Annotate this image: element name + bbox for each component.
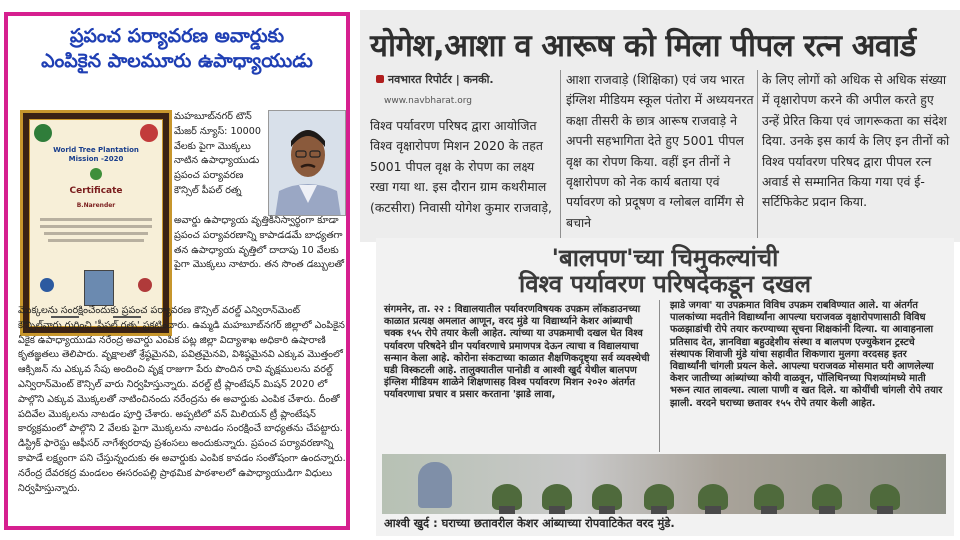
hindi-byline	[376, 72, 494, 87]
pot-icon	[499, 506, 515, 514]
certificate-image	[20, 110, 172, 336]
hindi-column-1: विश्व पर्यावरण परिषद द्वारा आयोजित विश्व वृक्षारोपण मिशन 2020 के तहत 5001 पीपल वृक्ष के रोपण का लक्ष्य रखा गया था. इस दौरान ग्राम कथरीमाल (कटसीरा) निवासी योगेश कुमार राजवाड़े,	[370, 118, 552, 215]
column-divider	[757, 70, 758, 242]
council-emblem-icon	[140, 124, 158, 142]
marathi-news-clipping	[376, 238, 954, 536]
telugu-headline-line1: ప్రపంచ పర్యావరణ అవార్డుకు	[69, 25, 285, 47]
pot-icon	[819, 506, 835, 514]
certificate-recipient: B.Narender	[76, 202, 116, 209]
telugu-body-text: మొక్కలను సంరక్షించేందుకు ప్రపంచ పర్యావరణ కౌన్సిల్ వరల్డ్ ఎన్విరాన్‌మెంట్ కౌన్సిల్‌వారు గుర్తించి 'పీపల్ రత్న' ప్రకటించారు. ఉమ్మడి మహబూబ్‌నగర్ జిల్లాలో ఎంపికైన ఏకైక ఉపాధ్యాయుడు నరేంద్ర అవార్డు ఎంపిక పట్ల జిల్లా విద్యాశాఖ అధికారి ఉషారాణి కృతజ్ఞతలు తెలిపారు. వృక్షాలతో శ్రేష్ఠమైనవి, పవిత్రమైనవి, విశిష్ఠమైనవి ఎక్కువ మొత్తంలో ఆక్సిజన్ ను ఎక్కువ సేపు అందించి వృక్ష రాజుగా పేరు పొందిన రావి వృక్షములను వరల్డ్ ఎన్విరాన్‌మెంట్ కౌన్సిల్ వారు నిర్వహిస్తున్నారు. వరల్డ్ ట్రీ ప్లాంటేషన్ మిషన్ 2020 లో పాల్గొని ఎక్కువ మొక్కలతో నాటించినందు నరేంద్రను ఈ అవార్డుకు ఎంపిక చేశారు. దీంతో పదివేల మొక్కలను నాటడం పూర్తి చేశారు. అప్పటిలో వన్ మిలియన్ ట్రీ ప్లాంటేషన్ కార్యక్రమంలో పాల్గొని 2 వేలకు పైగా మొక్కలను నాటడం సంరక్షించే బాధ్యతను చేపట్టారు. డిస్ట్రిక్ ఫారెస్టు ఆఫీసర్ నాగేశ్వరరావు ప్రశంసలు అందుకున్నారు. ప్రపంచ పర్యావరణాన్ని కాపాడే లక్ష్యంగా పని చేస్తున్నందుకు ఈ అవార్డుకు ఎంపిక కావడం సంతోషంగా ఉందన్నారు. నరేంద్ర దేవరకద్ర మండలం ఈసరంపల్లి ప్రాథమిక పాఠశాలలో ఉపాధ్యాయుడిగా విధులు నిర్వహిస్తున్నారు.	[18, 305, 346, 494]
pot-icon	[549, 506, 565, 514]
marathi-headline-line1: 'बालपण'च्या चिमुकल्यांची	[551, 244, 779, 272]
telugu-headline-line2: ఎంపికైన పాలమూరు ఉపాధ్యాయుడు	[41, 50, 313, 72]
column-divider	[659, 300, 660, 452]
hindi-column-2: आशा राजवाड़े (शिक्षिका) एवं जय भारत इंग्लिश मीडियम स्कूल पंतोरा में अध्ययनरत कक्षा तीसरी के छात्र आरूष राजवाड़े ने अपनी सहभागिता देते हुए 5001 पीपल वृक्ष का रोपण किया. वहीं इन तीनों ने वृक्षारोपण को नेक कार्य बताया एवं पर्यावरण को प्रदूषण व ग्लोबल वार्मिंग से बचाने	[566, 72, 754, 230]
pot-icon	[877, 506, 893, 514]
rooftop-nursery-photo	[382, 454, 946, 514]
certificate-photo	[84, 270, 114, 306]
marathi-column-2: झाडे जगवा' या उपक्रमात विविध उपक्रम राबविण्यात आले. या अंतर्गत पालकांच्या मदतीने विद्यार्थ्यांना आपल्या घराजवळ वृक्षारोपणासाठी विविध फळझाडांची रोपे तयार करण्याच्या सूचना शिक्षकांनी दिल्या. या आवाहनाला प्रतिसाद देत, ज्ञानविद्या बहुउद्देशीय संस्था व बालपण एज्युकेशन ट्रस्टचे संस्थापक शिवाजी मुंडे यांचा सहावीत शिकणारा मुलगा वरदसह इतर विद्यार्थ्यांनी चांगली प्रयत्न केले. आपल्या घराजवळ मोसमात घरी आणलेल्या केशर जातीच्या आंब्यांच्या कोयी वाळवून, पॉलिथिनच्या पिशव्यांमध्ये माती भरून त्यात लावल्या. त्याला पाणी व खत दिले. या कोयींची चांगली रोपे तयार झाली. वरदने घराच्या छतावर १५५ रोपे तयार केली आहेत.	[670, 300, 943, 409]
pot-icon	[761, 506, 777, 514]
hindi-headline: योगेश,आशा व आरूष को मिला पीपल रत्न अवार्ड	[370, 28, 916, 64]
right-seal-icon	[138, 278, 152, 292]
photo-caption: आश्वी खुर्द : घराच्या छतावरील केशर आंब्याच्या रोपवाटिकेत वरद मुंडे.	[384, 516, 675, 530]
hindi-byline-text: नवभारत रिपोर्टर | कनकी.	[388, 73, 494, 86]
telugu-mid-column: అవార్డు ఉపాధ్యాయ వృత్తికినిస్వార్థంగా కూడా ప్రపంచ పర్యావరణాన్ని కాపాడడమే బాధ్యతగా తన ఉపాధ్యాయ వృత్తిలో దాదాపు 10 వేలకు పైగా మొక్కలు నాటారు. తన సొంత డబ్బులతో	[174, 215, 345, 271]
certificate-body-text	[34, 214, 158, 258]
certificate-word: Certificate	[69, 186, 123, 196]
column-divider	[560, 70, 561, 242]
hindi-column-3: के लिए लोगों को अधिक से अधिक संख्या में वृक्षारोपण करने की अपील करते हुए उन्हें प्रेरित किया एवं जागरूकता का संदेश दिया. उनके इस कार्य के लिए इन तीनों को विश्व पर्यावरण परिषद द्वारा पीपल रत्न अवार्ड से सम्मानित किया गया एवं ई-सर्टिफिकेट प्रदान किया.	[762, 72, 950, 210]
world-environment-council-logo	[34, 124, 52, 142]
left-seal-icon	[40, 278, 54, 292]
telugu-intro-column: మహబూబ్‌నగర్ టౌన్ మేజర్ న్యూస్: 10000 వేలకు పైగా మొక్కలు నాటిన ఉపాధ్యాయుడు ప్రపంచ పర్యావరణ కౌన్సిల్ పీపల్ రత్న	[174, 111, 261, 196]
pot-icon	[599, 506, 615, 514]
pot-icon	[651, 506, 667, 514]
pot-icon	[705, 506, 721, 514]
certificate-title-line2: Mission -2020	[68, 155, 124, 163]
telugu-headline	[8, 24, 346, 74]
certificate-inner	[29, 119, 163, 327]
portrait-illustration	[269, 111, 346, 216]
hindi-news-clipping	[360, 10, 960, 242]
marathi-column-1: संगमनेर, ता. २२ : विद्यालयातील पर्यावरणविषयक उपक्रम लॉकडाउनच्या काळात प्रत्यक्ष अमलात आणून, वरद मुंडे या विद्यार्थ्याने केशर आंब्याची चक्क १५५ रोपे तयार केली आहेत. त्यांच्या या उपक्रमाची दखल घेत विश्व पर्यावरण परिषदेने ग्रीन पर्यावरणाचे प्रमाणपत्र देऊन त्याचा व विद्यालयाचा सन्मान केला आहे. कोरोना संकटाच्या काळात शैक्षणिकदृष्ट्या सर्व व्यवस्थेची घडी विस्कटली आहे. तालुक्यातील पानोडी व आश्वी खुर्द येथील बालपण इंग्लिश मीडियम शाळेने शिक्षणासह विश्व पर्यावरण मिशन २०२० अंतर्गत पर्यावरणाचा प्रचार व प्रसार करताना 'झाडे लावा,	[384, 304, 650, 401]
telugu-news-clipping	[4, 12, 350, 530]
telugu-top-section	[12, 86, 345, 286]
teacher-portrait	[268, 110, 346, 216]
byline-bullet-icon	[376, 75, 384, 83]
certificate-title-line1: World Tree Plantation	[53, 146, 139, 154]
marathi-headline-line2: विश्व पर्यावरण परिषदेकडून दखल	[519, 270, 811, 298]
child-figure	[418, 462, 452, 508]
certificate-tree-icon	[34, 168, 158, 182]
hindi-source-url: www.navbharat.org	[384, 96, 472, 106]
